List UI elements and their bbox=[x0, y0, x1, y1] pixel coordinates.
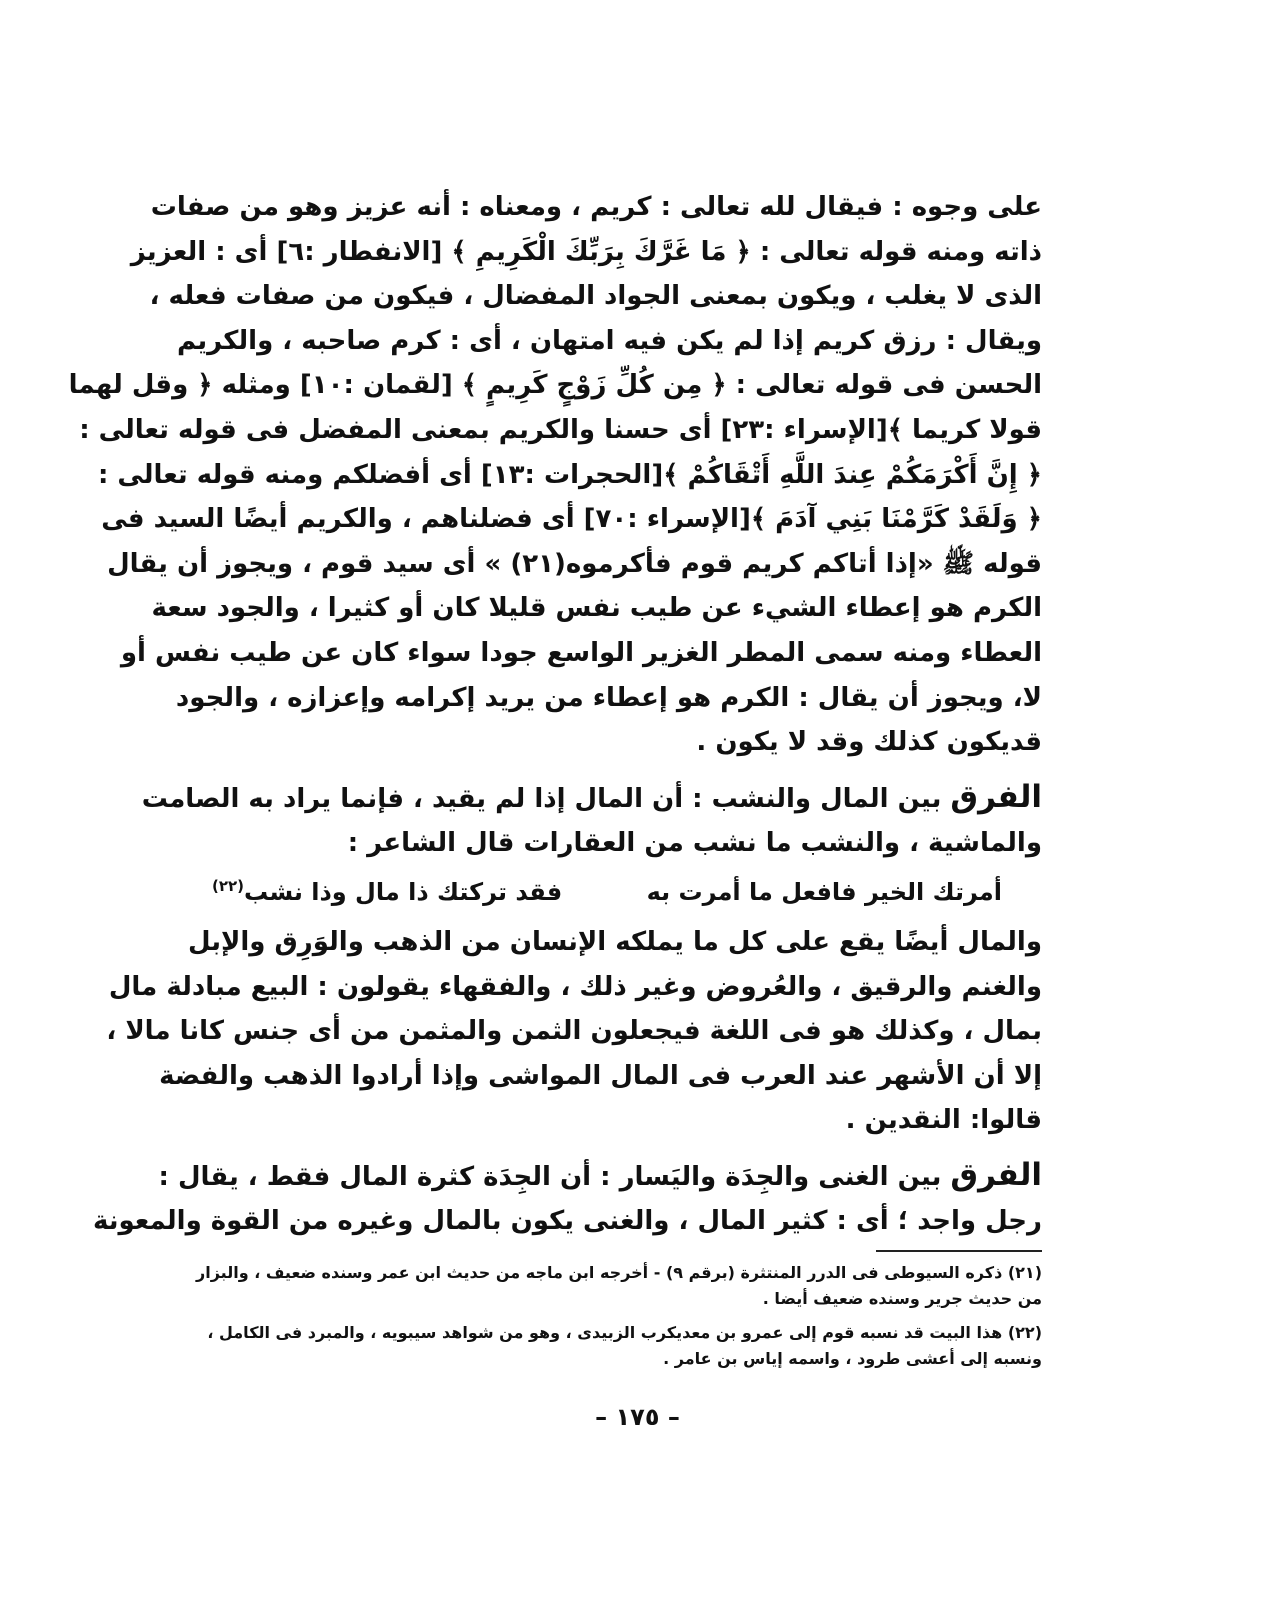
section-term: الفرق bbox=[950, 1156, 1042, 1193]
text-line bbox=[158, 1153, 1042, 1200]
section-term: الفرق bbox=[950, 778, 1042, 815]
footnote-ref: (٢٢) bbox=[212, 876, 245, 895]
text-line: والمال أيضًا يقع على كل ما يملكه الإنسان من الذهب والوَرِق والإبل bbox=[188, 926, 1042, 957]
section-ghina-jida bbox=[92, 1153, 1042, 1244]
text-line: ذاته ومنه قوله تعالى : ﴿ مَا غَرَّكَ بِرَبِّكَ الْكَرِيمِ ﴾ [الانفطار :٦] أى : العزيز bbox=[130, 236, 1042, 267]
verse-right-hemistich: أمرتك الخير فافعل ما أمرت به bbox=[646, 877, 1002, 906]
poetry-verse bbox=[212, 870, 1042, 914]
verse-left bbox=[212, 870, 562, 914]
section-mal-nashab bbox=[141, 775, 1042, 866]
text-line: ويقال : رزق كريم إذا لم يكن فيه امتهان ، أى : كرم صاحبه ، والكريم bbox=[176, 325, 1042, 356]
text-line: بمال ، وكذلك هو فى اللغة فيجعلون الثمن والمثمن من أى جنس كانا مالا ، bbox=[106, 1016, 1042, 1047]
text-line: الكرم هو إعطاء الشيء عن طيب نفس قليلا كان أو كثيرا ، والجود سعة bbox=[151, 593, 1042, 624]
text-line: لا، ويجوز أن يقال : الكرم هو إعطاء من يريد إكرامه وإعزازه ، والجود bbox=[175, 682, 1042, 713]
page-body bbox=[68, 185, 1042, 1380]
text-line: قديكون كذلك وقد لا يكون . bbox=[696, 727, 1042, 758]
text-line: قالوا: النقدين . bbox=[845, 1105, 1042, 1136]
footnote-line: (٢١) ذكره السيوطى فى الدرر المنتثرة (برقم ٩) - أخرجه ابن ماجه من حديث ابن عمر وسنده ضعيف ، والبزار bbox=[196, 1263, 1042, 1283]
text-line: إلا أن الأشهر عند العرب فى المال المواشى وإذا أرادوا الذهب والفضة bbox=[159, 1060, 1042, 1091]
section-text: بين المال والنشب : أن المال إذا لم يقيد ، فإنما يراد به الصامت bbox=[141, 783, 951, 814]
footnote-line: من حديث جرير وسنده ضعيف أيضا . bbox=[762, 1289, 1042, 1309]
section-text: بين الغنى والجِدَة واليَسار : أن الجِدَة كثرة المال فقط ، يقال : bbox=[158, 1161, 951, 1192]
footnote-line: (٢٢) هذا البيت قد نسبه قوم إلى عمرو بن معديكرب الزبيدى ، وهو من شواهد سيبويه ، والمبرد فى الكامل ، bbox=[207, 1323, 1042, 1343]
text-line: رجل واجد ؛ أى : كثير المال ، والغنى يكون بالمال وغيره من القوة والمعونة bbox=[92, 1206, 1042, 1237]
text-line bbox=[141, 775, 1042, 822]
text-line: ﴿ وَلَقَدْ كَرَّمْنَا بَنِي آدَمَ ﴾[الإسراء :٧٠] أى فضلناهم ، والكريم أيضًا السيد فى bbox=[101, 504, 1042, 535]
text-line: والماشية ، والنشب ما نشب من العقارات قال الشاعر : bbox=[347, 828, 1042, 859]
paragraph-mal bbox=[106, 920, 1042, 1143]
text-line: والغنم والرقيق ، والعُروض وغير ذلك ، والفقهاء يقولون : البيع مبادلة مال bbox=[108, 971, 1042, 1002]
footnote-line: ونسبه إلى أعشى طرود ، واسمه إياس بن عامر . bbox=[663, 1349, 1042, 1369]
footnote-22 bbox=[207, 1320, 1042, 1372]
text-line: ﴿ إِنَّ أَكْرَمَكُمْ عِندَ اللَّهِ أَتْقَاكُمْ ﴾[الحجرات :١٣] أى أفضلكم ومنه قوله تعالى : bbox=[97, 459, 1042, 490]
text-line: الذى لا يغلب ، ويكون بمعنى الجواد المفضال ، فيكون من صفات فعله ، bbox=[149, 281, 1042, 312]
footnote-divider bbox=[876, 1250, 1042, 1252]
text-line: الحسن فى قوله تعالى : ﴿ مِن كُلِّ زَوْجٍ كَرِيمٍ ﴾ [لقمان :١٠] ومثله ﴿ وقل لهما bbox=[68, 370, 1042, 401]
text-line: قوله ﷺ «إذا أتاكم كريم قوم فأكرموه(٢١) » أى سيد قوم ، ويجوز أن يقال bbox=[107, 548, 1042, 579]
text-line: قولا كريما ﴾[الإسراء :٢٣] أى حسنا والكريم بمعنى المفضل فى قوله تعالى : bbox=[79, 414, 1042, 445]
footnote-21 bbox=[196, 1260, 1042, 1312]
text-line: على وجوه : فيقال لله تعالى : كريم ، ومعناه : أنه عزيز وهو من صفات bbox=[150, 192, 1042, 222]
paragraph-karim bbox=[68, 185, 1042, 765]
page-number: – ١٧٥ – bbox=[595, 1403, 680, 1431]
text-line: العطاء ومنه سمى المطر الغزير الواسع جودا سواء كان عن طيب نفس أو bbox=[120, 637, 1042, 668]
verse-left-hemistich: فقد تركتك ذا مال وذا نشب bbox=[244, 877, 563, 906]
